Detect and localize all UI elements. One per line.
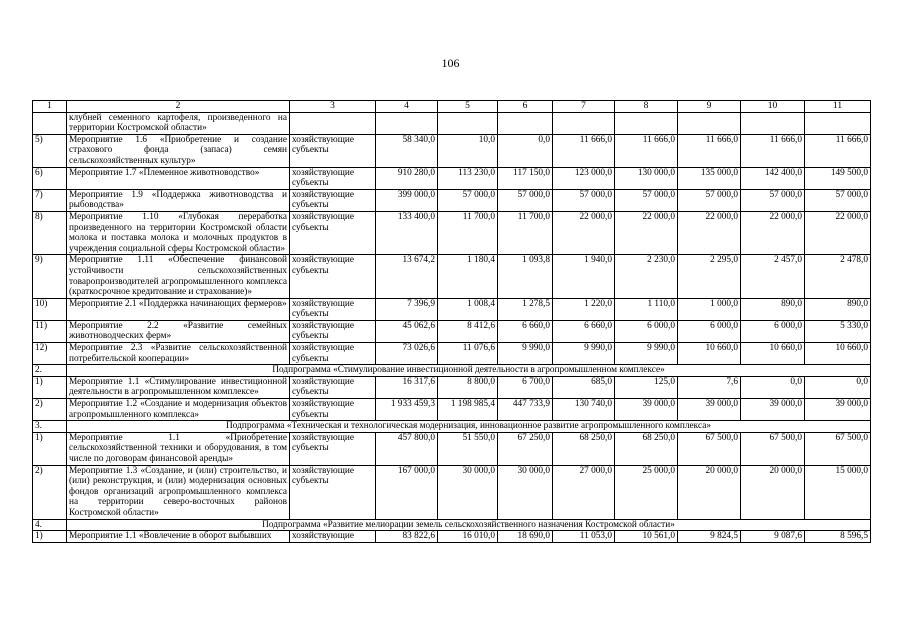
value-cell: 1 093,8: [498, 255, 553, 298]
row-executor: хозяйствующие субъекты: [290, 189, 376, 211]
value-cell: 67 500,0: [678, 432, 741, 465]
value-cell: 2 230,0: [615, 255, 678, 298]
table-row: [33, 189, 871, 211]
row-description: Мероприятие 2.1 «Поддержка начинающих фермеров»: [67, 298, 290, 320]
row-description: Мероприятие 1.3 «Создание, и (или) строительство, и (или) реконструкция, и (или) модернизация основных фондов организаций агропромышленного комплекса на территории северо-восточных районов Костромской области»: [67, 465, 290, 519]
value-cell: 25 000,0: [615, 465, 678, 519]
header-cell: 5: [438, 101, 498, 113]
value-cell: 2 295,0: [678, 255, 741, 298]
table-row: [33, 343, 871, 365]
value-cell: 0,0: [498, 134, 553, 167]
header-cell: 4: [376, 101, 438, 113]
value-cell: 16 317,6: [376, 376, 438, 398]
section-title: Подпрограмма «Развитие мелиорации земель сельскохозяйственного назначения Костромской области»: [67, 519, 871, 531]
table-row: [33, 112, 871, 134]
value-cell: 113 230,0: [438, 167, 498, 189]
row-description: Мероприятие 1.6 «Приобретение и создание страхового фонда (запаса) семян сельскохозяйственных культур»: [67, 134, 290, 167]
row-index: 5): [33, 134, 67, 167]
value-cell: 6 000,0: [741, 320, 805, 342]
section-index: 2.: [33, 365, 67, 377]
value-cell: 67 250,0: [498, 432, 553, 465]
row-executor: хозяйствующие: [290, 531, 376, 543]
value-cell: 8 800,0: [438, 376, 498, 398]
value-cell: 11 666,0: [741, 134, 805, 167]
value-cell: 16 010,0: [438, 531, 498, 543]
section-row: [33, 365, 871, 377]
header-cell: 11: [805, 101, 871, 113]
row-index: 1): [33, 432, 67, 465]
value-cell: 9 990,0: [553, 343, 615, 365]
value-cell: 39 000,0: [615, 399, 678, 421]
value-cell: 51 550,0: [438, 432, 498, 465]
value-cell: 130 000,0: [615, 167, 678, 189]
value-cell: 1 180,4: [438, 255, 498, 298]
row-index: 6): [33, 167, 67, 189]
value-cell: [376, 112, 438, 134]
value-cell: 57 000,0: [615, 189, 678, 211]
value-cell: 27 000,0: [553, 465, 615, 519]
row-index: 2): [33, 465, 67, 519]
value-cell: 399 000,0: [376, 189, 438, 211]
value-cell: 1 933 459,3: [376, 399, 438, 421]
row-executor: хозяйствующие субъекты: [290, 432, 376, 465]
value-cell: 10 660,0: [741, 343, 805, 365]
value-cell: 20 000,0: [678, 465, 741, 519]
table-row: [33, 465, 871, 519]
header-cell: 8: [615, 101, 678, 113]
row-executor: хозяйствующие субъекты: [290, 399, 376, 421]
table-row: [33, 376, 871, 398]
value-cell: 1 278,5: [498, 298, 553, 320]
value-cell: 22 000,0: [741, 211, 805, 254]
value-cell: 39 000,0: [678, 399, 741, 421]
table-row: [33, 255, 871, 298]
value-cell: 1 110,0: [615, 298, 678, 320]
value-cell: 1 000,0: [678, 298, 741, 320]
table-row: [33, 298, 871, 320]
table-row: [33, 134, 871, 167]
section-title: Подпрограмма «Техническая и технологическая модернизация, инновационное развитие агропромышленного комплекса»: [67, 421, 871, 433]
value-cell: 685,0: [553, 376, 615, 398]
value-cell: 57 000,0: [741, 189, 805, 211]
row-index: 2): [33, 399, 67, 421]
value-cell: 910 280,0: [376, 167, 438, 189]
header-cell: 6: [498, 101, 553, 113]
value-cell: 22 000,0: [615, 211, 678, 254]
value-cell: 73 026,6: [376, 343, 438, 365]
value-cell: 5 330,0: [805, 320, 871, 342]
value-cell: 1 008,4: [438, 298, 498, 320]
section-row: [33, 519, 871, 531]
row-index: 1): [33, 376, 67, 398]
header-cell: 9: [678, 101, 741, 113]
header-cell: 7: [553, 101, 615, 113]
value-cell: 30 000,0: [438, 465, 498, 519]
row-description: Мероприятие 1.11 «Обеспечение финансовой устойчивости сельскохозяйственных товаропроизводителей агропромышленного комплекса (краткосрочное кредитование и страхование)»: [67, 255, 290, 298]
value-cell: 22 000,0: [678, 211, 741, 254]
row-index: 8): [33, 211, 67, 254]
table-row: [33, 531, 871, 543]
page-number: 106: [441, 56, 460, 70]
value-cell: 10 660,0: [805, 343, 871, 365]
value-cell: 10 561,0: [615, 531, 678, 543]
value-cell: 45 062,6: [376, 320, 438, 342]
value-cell: 6 700,0: [498, 376, 553, 398]
value-cell: 0,0: [741, 376, 805, 398]
table-row: [33, 432, 871, 465]
value-cell: 6 000,0: [678, 320, 741, 342]
table-body: [33, 101, 871, 543]
value-cell: [438, 112, 498, 134]
value-cell: 1 940,0: [553, 255, 615, 298]
value-cell: 9 990,0: [615, 343, 678, 365]
value-cell: 11 053,0: [553, 531, 615, 543]
value-cell: 2 478,0: [805, 255, 871, 298]
header-cell: 10: [741, 101, 805, 113]
value-cell: 9 990,0: [498, 343, 553, 365]
value-cell: 457 800,0: [376, 432, 438, 465]
value-cell: 9 824,5: [678, 531, 741, 543]
row-executor: хозяйствующие субъекты: [290, 298, 376, 320]
value-cell: [615, 112, 678, 134]
section-index: 4.: [33, 519, 67, 531]
row-executor: хозяйствующие субъекты: [290, 343, 376, 365]
row-executor: хозяйствующие субъекты: [290, 320, 376, 342]
value-cell: 6 660,0: [553, 320, 615, 342]
row-index: 9): [33, 255, 67, 298]
value-cell: 149 500,0: [805, 167, 871, 189]
value-cell: 8 412,6: [438, 320, 498, 342]
value-cell: 15 000,0: [805, 465, 871, 519]
value-cell: 447 733,9: [498, 399, 553, 421]
value-cell: 18 690,0: [498, 531, 553, 543]
value-cell: [553, 112, 615, 134]
row-index: 7): [33, 189, 67, 211]
value-cell: 39 000,0: [805, 399, 871, 421]
value-cell: 10 660,0: [678, 343, 741, 365]
value-cell: [498, 112, 553, 134]
value-cell: [805, 112, 871, 134]
value-cell: 83 822,6: [376, 531, 438, 543]
value-cell: 123 000,0: [553, 167, 615, 189]
header-cell: 3: [290, 101, 376, 113]
row-description: Мероприятие 1.1 «Приобретение сельскохозяйственной техники и оборудования, в том числе по договорам финансовой аренды»: [67, 432, 290, 465]
value-cell: 58 340,0: [376, 134, 438, 167]
row-executor: хозяйствующие субъекты: [290, 134, 376, 167]
value-cell: 11 076,6: [438, 343, 498, 365]
table-row: [33, 167, 871, 189]
value-cell: 9 087,6: [741, 531, 805, 543]
row-index-cell: [33, 112, 67, 134]
value-cell: 142 400,0: [741, 167, 805, 189]
row-index: 12): [33, 343, 67, 365]
value-cell: 135 000,0: [678, 167, 741, 189]
table-row: [33, 399, 871, 421]
value-cell: 68 250,0: [615, 432, 678, 465]
table-row: [33, 211, 871, 254]
header-cell: 2: [67, 101, 290, 113]
value-cell: 57 000,0: [438, 189, 498, 211]
value-cell: 57 000,0: [678, 189, 741, 211]
row-description: Мероприятие 1.9 «Поддержка животноводства и рыбоводства»: [67, 189, 290, 211]
value-cell: 6 000,0: [615, 320, 678, 342]
value-cell: 125,0: [615, 376, 678, 398]
value-cell: 67 500,0: [805, 432, 871, 465]
value-cell: 68 250,0: [553, 432, 615, 465]
section-index: 3.: [33, 421, 67, 433]
value-cell: 20 000,0: [741, 465, 805, 519]
value-cell: 11 666,0: [553, 134, 615, 167]
value-cell: 57 000,0: [498, 189, 553, 211]
value-cell: 39 000,0: [741, 399, 805, 421]
header-row: [33, 101, 871, 113]
row-description: Мероприятие 1.10 «Глубокая переработка произведенного на территории Костромской области молока и поставка молока и молочных продуктов в учреждения социальной сферы Костромской области»: [67, 211, 290, 254]
row-executor: хозяйствующие субъекты: [290, 255, 376, 298]
value-cell: 11 666,0: [678, 134, 741, 167]
value-cell: 67 500,0: [741, 432, 805, 465]
row-description: Мероприятие 2.3 «Развитие сельскохозяйственной потребительской кооперации»: [67, 343, 290, 365]
value-cell: 167 000,0: [376, 465, 438, 519]
row-executor: хозяйствующие субъекты: [290, 376, 376, 398]
value-cell: 7,6: [678, 376, 741, 398]
value-cell: 7 396,9: [376, 298, 438, 320]
value-cell: 1 198 985,4: [438, 399, 498, 421]
section-title: Подпрограмма «Стимулирование инвестиционной деятельности в агропромышленном комплексе»: [67, 365, 871, 377]
value-cell: 11 700,0: [438, 211, 498, 254]
value-cell: 890,0: [805, 298, 871, 320]
value-cell: [290, 112, 376, 134]
value-cell: 10,0: [438, 134, 498, 167]
row-executor: хозяйствующие субъекты: [290, 167, 376, 189]
value-cell: 11 666,0: [805, 134, 871, 167]
value-cell: 11 700,0: [498, 211, 553, 254]
value-cell: 130 740,0: [553, 399, 615, 421]
value-cell: 22 000,0: [553, 211, 615, 254]
value-cell: [741, 112, 805, 134]
row-description: Мероприятие 1.1 «Стимулирование инвестиционной деятельности в агропромышленном комплексе»: [67, 376, 290, 398]
value-cell: 22 000,0: [805, 211, 871, 254]
value-cell: 30 000,0: [498, 465, 553, 519]
value-cell: 8 596,5: [805, 531, 871, 543]
value-cell: 117 150,0: [498, 167, 553, 189]
value-cell: 133 400,0: [376, 211, 438, 254]
budget-table: [32, 100, 871, 543]
header-cell: 1: [33, 101, 67, 113]
row-executor: хозяйствующие субъекты: [290, 211, 376, 254]
value-cell: [678, 112, 741, 134]
row-index: 11): [33, 320, 67, 342]
row-description: Мероприятие 1.2 «Создание и модернизация объектов агропромышленного комплекса»: [67, 399, 290, 421]
row-description: Мероприятие 2.2 «Развитие семейных животноводческих ферм»: [67, 320, 290, 342]
value-cell: 57 000,0: [805, 189, 871, 211]
row-index: 10): [33, 298, 67, 320]
row-description: Мероприятие 1.7 «Племенное животноводство»: [67, 167, 290, 189]
value-cell: 6 660,0: [498, 320, 553, 342]
row-description: Мероприятие 1.1 «Вовлечение в оборот выбывших: [67, 531, 290, 543]
value-cell: 11 666,0: [615, 134, 678, 167]
row-index: 1): [33, 531, 67, 543]
value-cell: 0,0: [805, 376, 871, 398]
value-cell: 2 457,0: [741, 255, 805, 298]
value-cell: 1 220,0: [553, 298, 615, 320]
row-executor: хозяйствующие субъекты: [290, 465, 376, 519]
value-cell: 13 674,2: [376, 255, 438, 298]
section-row: [33, 421, 871, 433]
table-row: [33, 320, 871, 342]
value-cell: 57 000,0: [553, 189, 615, 211]
value-cell: 890,0: [741, 298, 805, 320]
row-description: клубней семенного картофеля, произведенного на территории Костромской области»: [67, 112, 290, 134]
